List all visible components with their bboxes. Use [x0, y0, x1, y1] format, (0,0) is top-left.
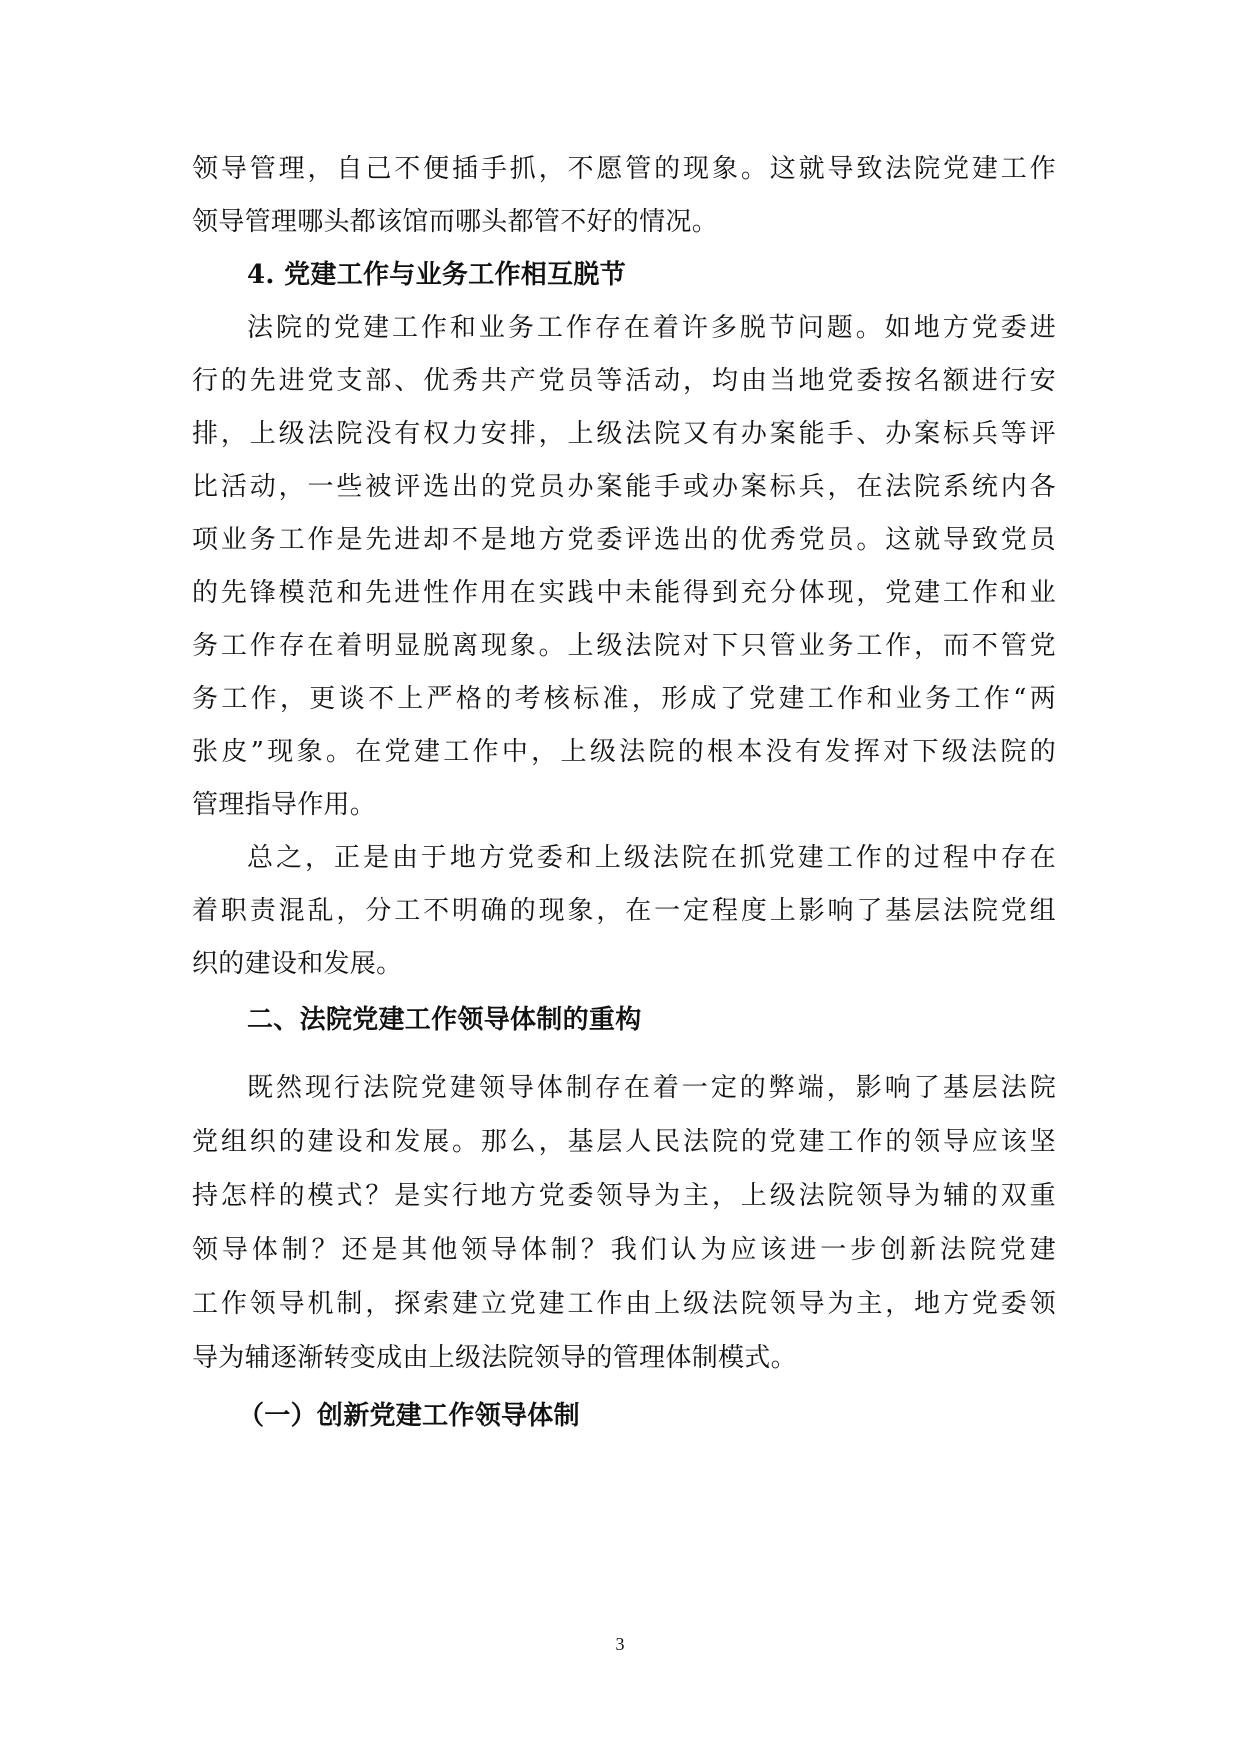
body-text-line: 持怎样的模式？是实行地方党委领导为主，上级法院领导为辅的双重	[192, 1181, 1056, 1211]
body-text-line: 织的建设和发展。	[192, 949, 403, 979]
body-text-line: 领导管理，自己不便插手抓，不愿管的现象。这就导致法院党建工作	[192, 154, 1056, 184]
body-text-line: 项业务工作是先进却不是地方党委评选出的优秀党员。这就导致党员	[192, 525, 1056, 555]
page-number: 3	[615, 1634, 625, 1654]
body-text-line: 务工作，更谈不上严格的考核标准，形成了党建工作和业务工作“两	[192, 684, 1056, 714]
body-text-line: 行的先进党支部、优秀共产党员等活动，均由当地党委按名额进行安	[192, 366, 1056, 396]
section-heading: 二、法院党建工作领导体制的重构	[247, 1005, 642, 1035]
body-text-line: 管理指导作用。	[192, 790, 377, 820]
body-text-line: 领导管理哪头都该馆而哪头都管不好的情况。	[192, 207, 719, 237]
section-heading: 4. 党建工作与业务工作相互脱节	[247, 260, 626, 290]
body-text-line: 的先锋模范和先进性作用在实践中未能得到充分体现，党建工作和业	[192, 578, 1056, 608]
body-text-line: 务工作存在着明显脱离现象。上级法院对下只管业务工作，而不管党	[192, 631, 1056, 661]
body-text-line: 总之，正是由于地方党委和上级法院在抓党建工作的过程中存在	[247, 843, 1056, 873]
body-text-line: 党组织的建设和发展。那么，基层人民法院的党建工作的领导应该坚	[192, 1127, 1056, 1157]
body-text-line: 既然现行法院党建领导体制存在着一定的弊端，影响了基层法院	[247, 1073, 1056, 1103]
body-text-line: 着职责混乱，分工不明确的现象，在一定程度上影响了基层法院党组	[192, 896, 1056, 926]
body-text-line: 张皮”现象。在党建工作中，上级法院的根本没有发挥对下级法院的	[192, 737, 1056, 767]
body-text-line: 法院的党建工作和业务工作存在着许多脱节问题。如地方党委进	[247, 313, 1056, 343]
body-text-line: 导为辅逐渐转变成由上级法院领导的管理体制模式。	[192, 1343, 797, 1373]
body-text-line: 工作领导机制，探索建立党建工作由上级法院领导为主，地方党委领	[192, 1289, 1056, 1319]
body-text-line: 排，上级法院没有权力安排，上级法院又有办案能手、办案标兵等评	[192, 419, 1056, 449]
subsection-heading: （一）创新党建工作领导体制	[238, 1401, 580, 1431]
body-text-line: 领导体制？还是其他领导体制？我们认为应该进一步创新法院党建	[192, 1235, 1056, 1265]
body-text-line: 比活动，一些被评选出的党员办案能手或办案标兵，在法院系统内各	[192, 472, 1056, 502]
